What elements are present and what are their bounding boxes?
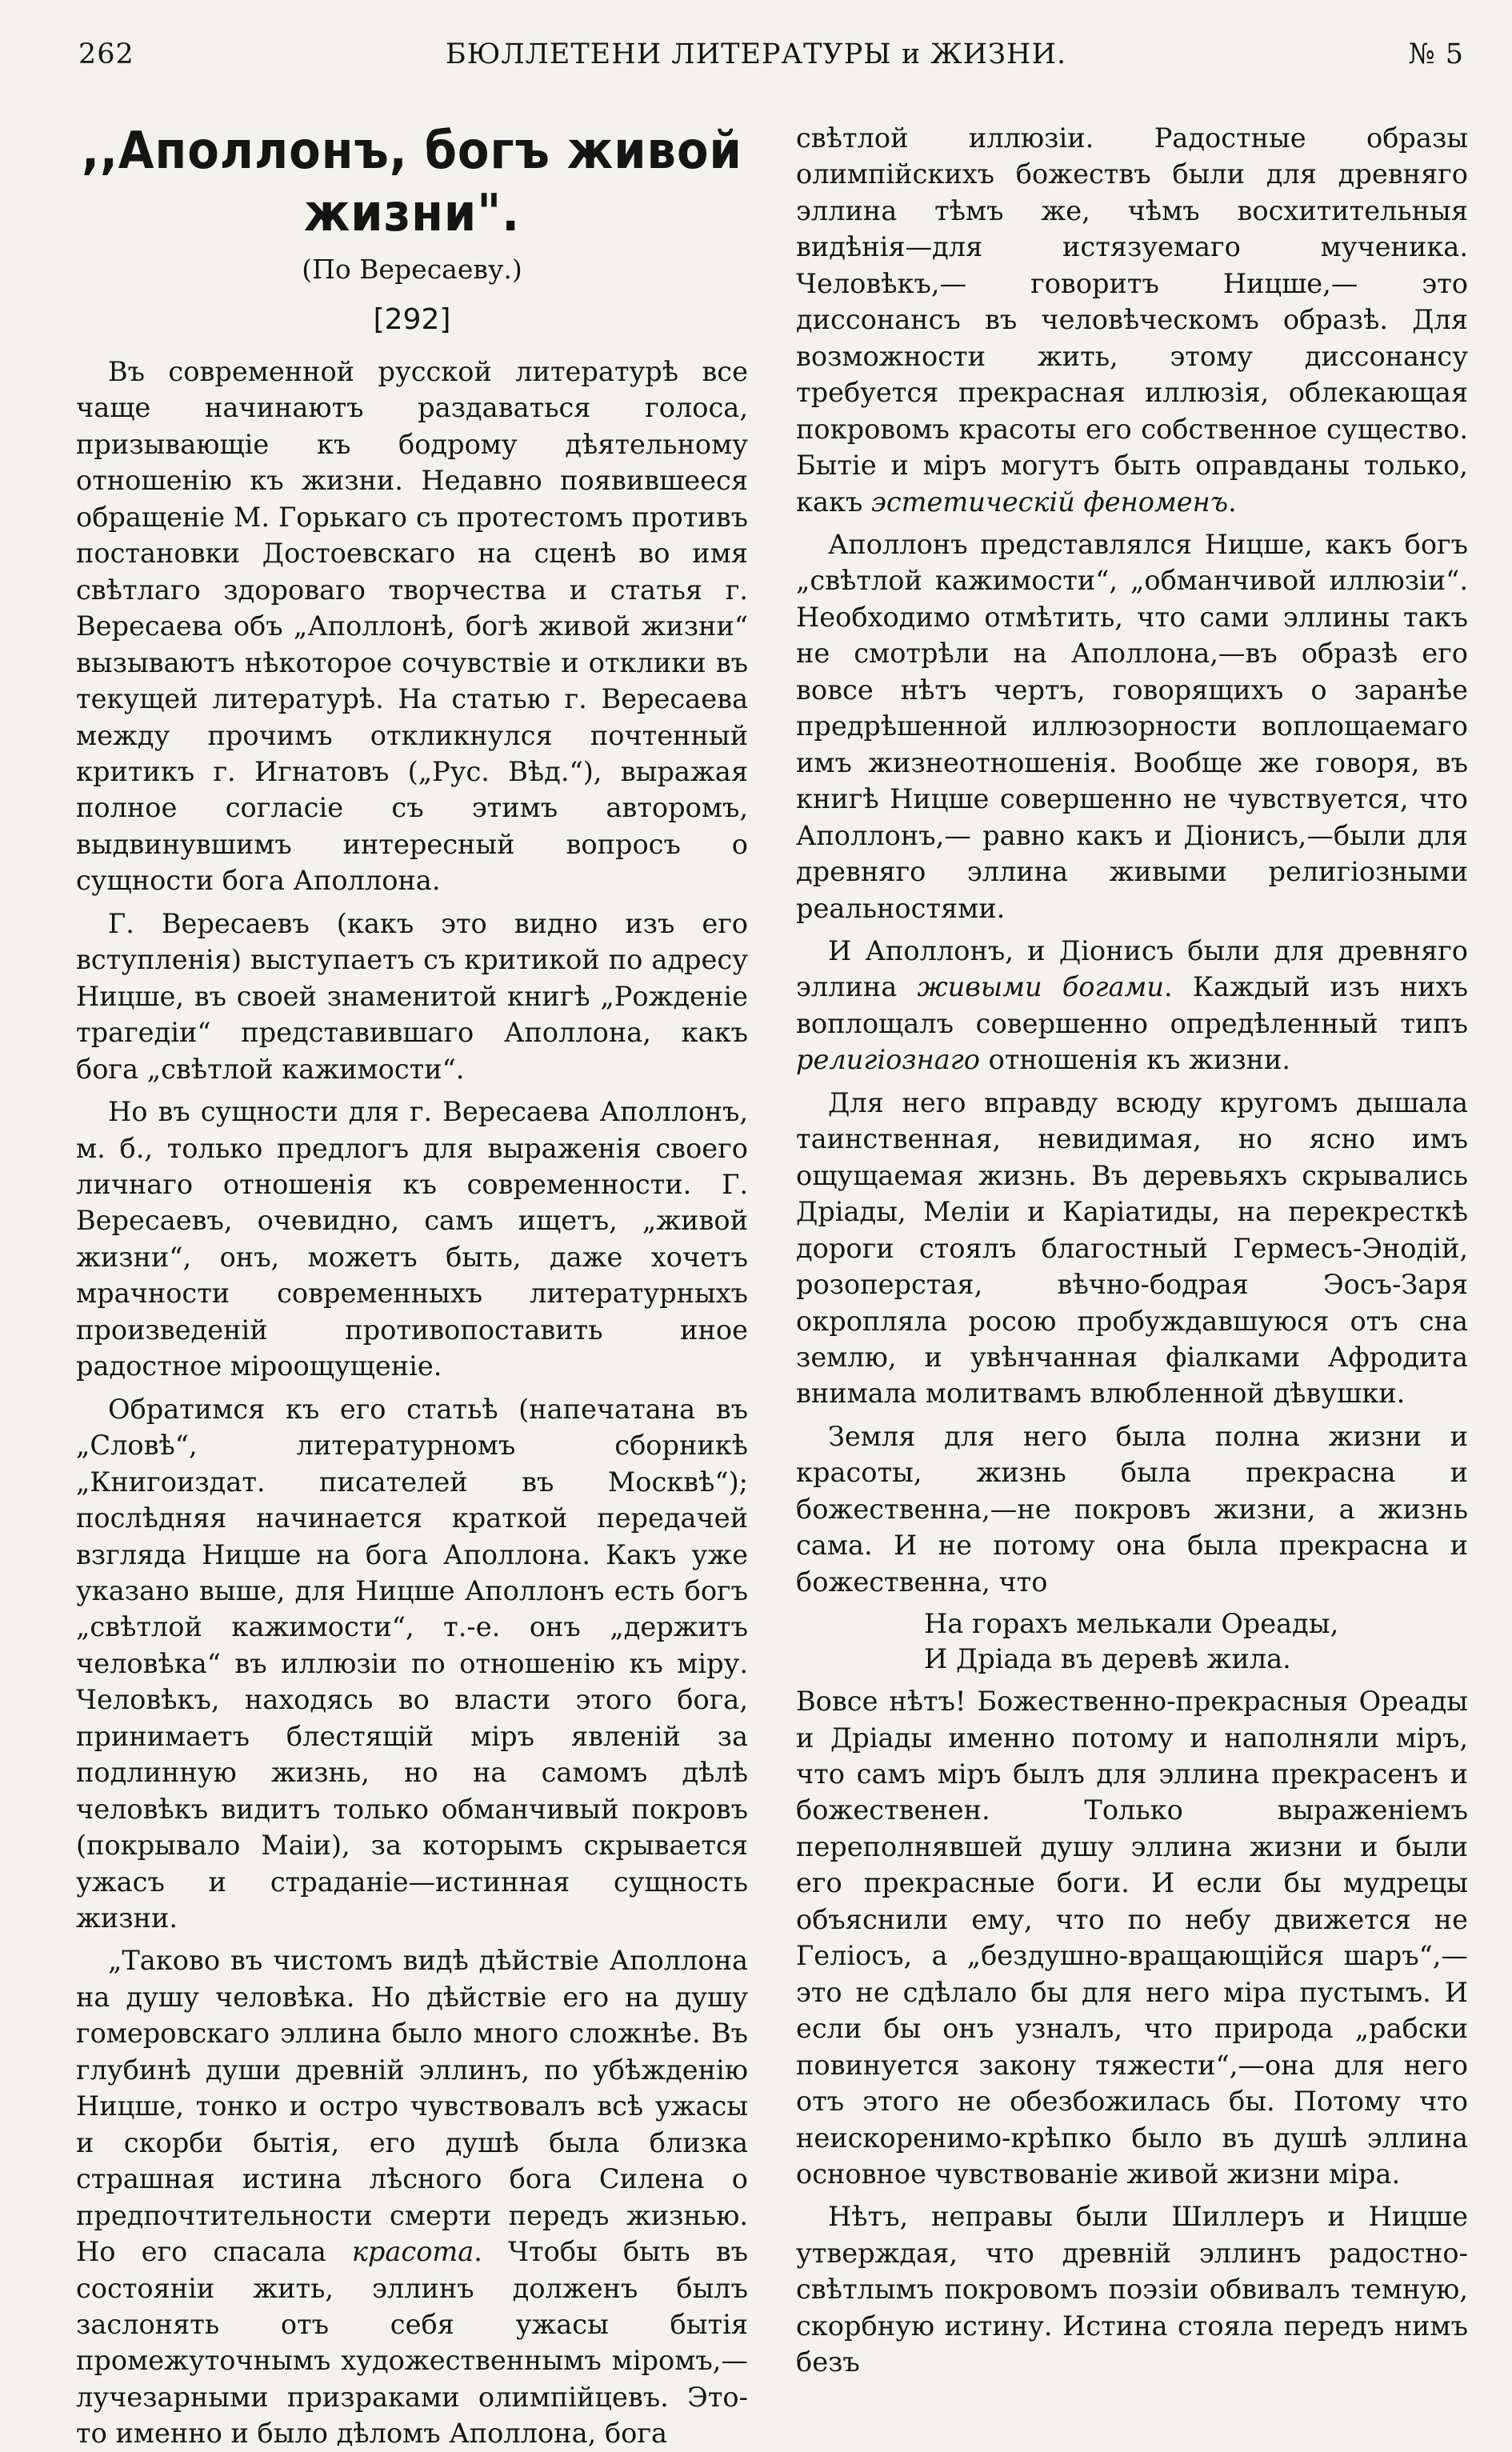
journal-title: БЮЛЛЕТЕНИ ЛИТЕРАТУРЫ и ЖИЗНИ. xyxy=(445,38,1067,70)
paragraph: Обратимся къ его статьѣ (напечатана въ „Словѣ“, литературномъ сборникѣ „Книгоиздат. писателей въ Москвѣ“); послѣдняя начинается краткой передачей взгляда Ницше на бога Аполлона. Какъ уже указано выше, для Ницше Аполлонъ есть богъ „свѣтлой кажимости“, т.-е. онъ „держитъ человѣка“ въ иллюзіи по отношенію къ міру. Человѣкъ, находясь во власти этого бога, принимаетъ блестящій міръ явленій за подлинную жизнь, но на самомъ дѣлѣ человѣкъ видитъ только обманчивый покровъ (покрывало Маіи), за которымъ скрывается ужасъ и страданіе—истинная сущность жизни. xyxy=(76,1393,748,1934)
right-column xyxy=(796,120,1468,2381)
paragraph: Вовсе нѣтъ! Божественно-прекрасныя Ореады и Дріады именно потому и наполняли міръ, что самъ міръ былъ для эллина прекрасенъ и божественен. Только выраженіемъ переполнявшей душу эллина жизни и были его прекрасные боги. И если бы мудрецы объяснили ему, что по небу движется не Геліосъ, а „бездушно-вращающійся шаръ“,—это не сдѣлало бы для него міра пустымъ. И если бы онъ узналъ, что природа „рабски повинуется закону тяжести“,—она для него отъ этого не обезбожилась бы. Потому что неискоренимо-крѣпко было въ душѣ эллина основное чувствованіе живой жизни міра. xyxy=(796,1686,1468,2190)
paragraph: Но въ сущности для г. Вересаева Аполлонъ, м. б., только предлогъ для выраженія своего личнаго отношенія къ современности. Г. Вересаевъ, очевидно, самъ ищетъ, „живой жизни“, онъ, можетъ быть, даже хочетъ мрачности современныхъ литературныхъ произведеній противопоставить иное радостное міроощущеніе. xyxy=(76,1096,748,1382)
right-column-body-bottom xyxy=(796,1683,1468,2381)
paragraph: „Таково въ чистомъ видѣ дѣйствіе Аполлона на душу человѣка. Но дѣйствіе его на душу гомеровскаго эллина было много сложнѣе. Въ глубинѣ души древній эллинъ, по убѣжденію Ницше, тонко и остро чувствовалъ всѣ ужасы и скорби бытія, его душѣ была близка страшная истина лѣсного бога Силена о предпочтительности смерти передъ жизнью. Но его спасала красота. Чтобы быть въ состояніи жить, эллинъ долженъ былъ заслонять отъ себя ужасы бытія промежуточнымъ художественнымъ міромъ,—лучезарными призраками олимпійцевъ. Это-то именно и было дѣломъ Аполлона, бога xyxy=(76,1945,749,2450)
issue-number: № 5 xyxy=(1408,38,1464,70)
article-subtitle: (По Вересаеву.) xyxy=(302,254,522,285)
verse-line: И Дріада въ деревѣ жила. xyxy=(924,1643,1291,1675)
paragraph: Аполлонъ представлялся Ницше, какъ богъ „свѣтлой кажимости“, „обманчивой иллюзіи“. Необходимо отмѣтить, что сами эллины такъ не смотрѣли на Аполлона,—въ образѣ его вовсе нѣтъ чертъ, говорящихъ о заранѣе предрѣшенной иллюзорности воплощаемаго имъ жизнеотношенія. Вообще же говоря, въ книгѣ Ницше совершенно не чувствуется, что Аполлонъ,— равно какъ и Діонисъ,—были для древняго эллина живыми религіозными реальностями. xyxy=(796,528,1468,924)
left-column-body xyxy=(76,354,748,2452)
paragraph: Нѣтъ, неправы были Шиллеръ и Ницше утверждая, что древній эллинъ радостно-свѣтлымъ покровомъ поэзіи обвивалъ темную, скорбную истину. Истина стояла передъ нимъ безъ xyxy=(796,2201,1468,2378)
paragraph: Г. Вересаевъ (какъ это видно изъ его вступленія) выступаетъ съ критикой по адресу Ницше, въ своей знаменитой книгѣ „Рожденіе трагедіи“ представившаго Аполлона, какъ бога „свѣтлой кажимости“. xyxy=(76,907,748,1085)
running-header xyxy=(0,29,1512,80)
left-column xyxy=(76,120,748,2452)
verse-quote xyxy=(796,1606,1468,1677)
paragraph: свѣтлой иллюзіи. Радостные образы олимпійскихъ божествъ были для древняго эллина тѣмъ же, чѣмъ восхитительныя видѣнія—для истязуемаго мученика. Человѣкъ,— говоритъ Ницше,— это диссонансъ въ человѣческомъ образѣ. Для возможности жить, этому диссонансу требуется прекрасная иллюзія, облекающая покровомъ красоты его собственное существо. Бытіе и міръ могутъ быть оправданы только, какъ эстетическій феноменъ. xyxy=(796,122,1468,518)
verse-line: На горахъ мелькали Ореады, xyxy=(924,1608,1339,1640)
paragraph: Земля для него была полна жизни и красоты, жизнь была прекрасна и божественна,—не покровъ жизни, а жизнь сама. И не потому она была прекрасна и божественна, что xyxy=(796,1420,1468,1598)
right-column-body-top xyxy=(796,120,1468,1600)
paragraph: И Аполлонъ, и Діонисъ были для древняго эллина живыми богами. Каждый изъ нихъ воплощалъ совершенно опредѣленный типъ религіознаго отношенія къ жизни. xyxy=(796,934,1468,1076)
page-number: 262 xyxy=(78,38,134,70)
paragraph: Въ современной русской литературѣ все чаще начинаютъ раздаваться голоса, призывающіе къ бодрому дѣятельному отношенію къ жизни. Недавно появившееся обращеніе М. Горькаго съ протестомъ противъ постановки Достоевскаго на сценѣ во имя свѣтлаго здороваго творчества и статья г. Вересаева объ „Аполлонѣ, богѣ живой жизни“ вызываютъ нѣкоторое сочувствіе и отклики въ текущей литературѣ. На статью г. Вересаева между прочимъ откликнулся почтенный критикъ г. Игнатовъ („Рус. Вѣд.“), выражая полное согласіе съ этимъ авторомъ, выдвинувшимъ интересный вопросъ о сущности бога Аполлона. xyxy=(76,356,748,897)
article-title: ,,Аполлонъ, богъ живой жизни". xyxy=(82,122,742,243)
paragraph: Для него вправду всюду кругомъ дышала таинственная, невидимая, но ясно имъ ощущаемая жизнь. Въ деревьяхъ скрывались Дріады, Меліи и Каріатиды, на перекресткѣ дороги стоялъ благостный Гермесъ-Энодій, розоперстая, вѣчно-бодрая Эосъ-Заря окропляла росою пробуждавшуюся отъ сна землю, и увѣнчанная фіалками Афродита внимала молитвамъ влюбленной дѣвушки. xyxy=(796,1086,1468,1410)
article-number: [292] xyxy=(373,303,451,336)
